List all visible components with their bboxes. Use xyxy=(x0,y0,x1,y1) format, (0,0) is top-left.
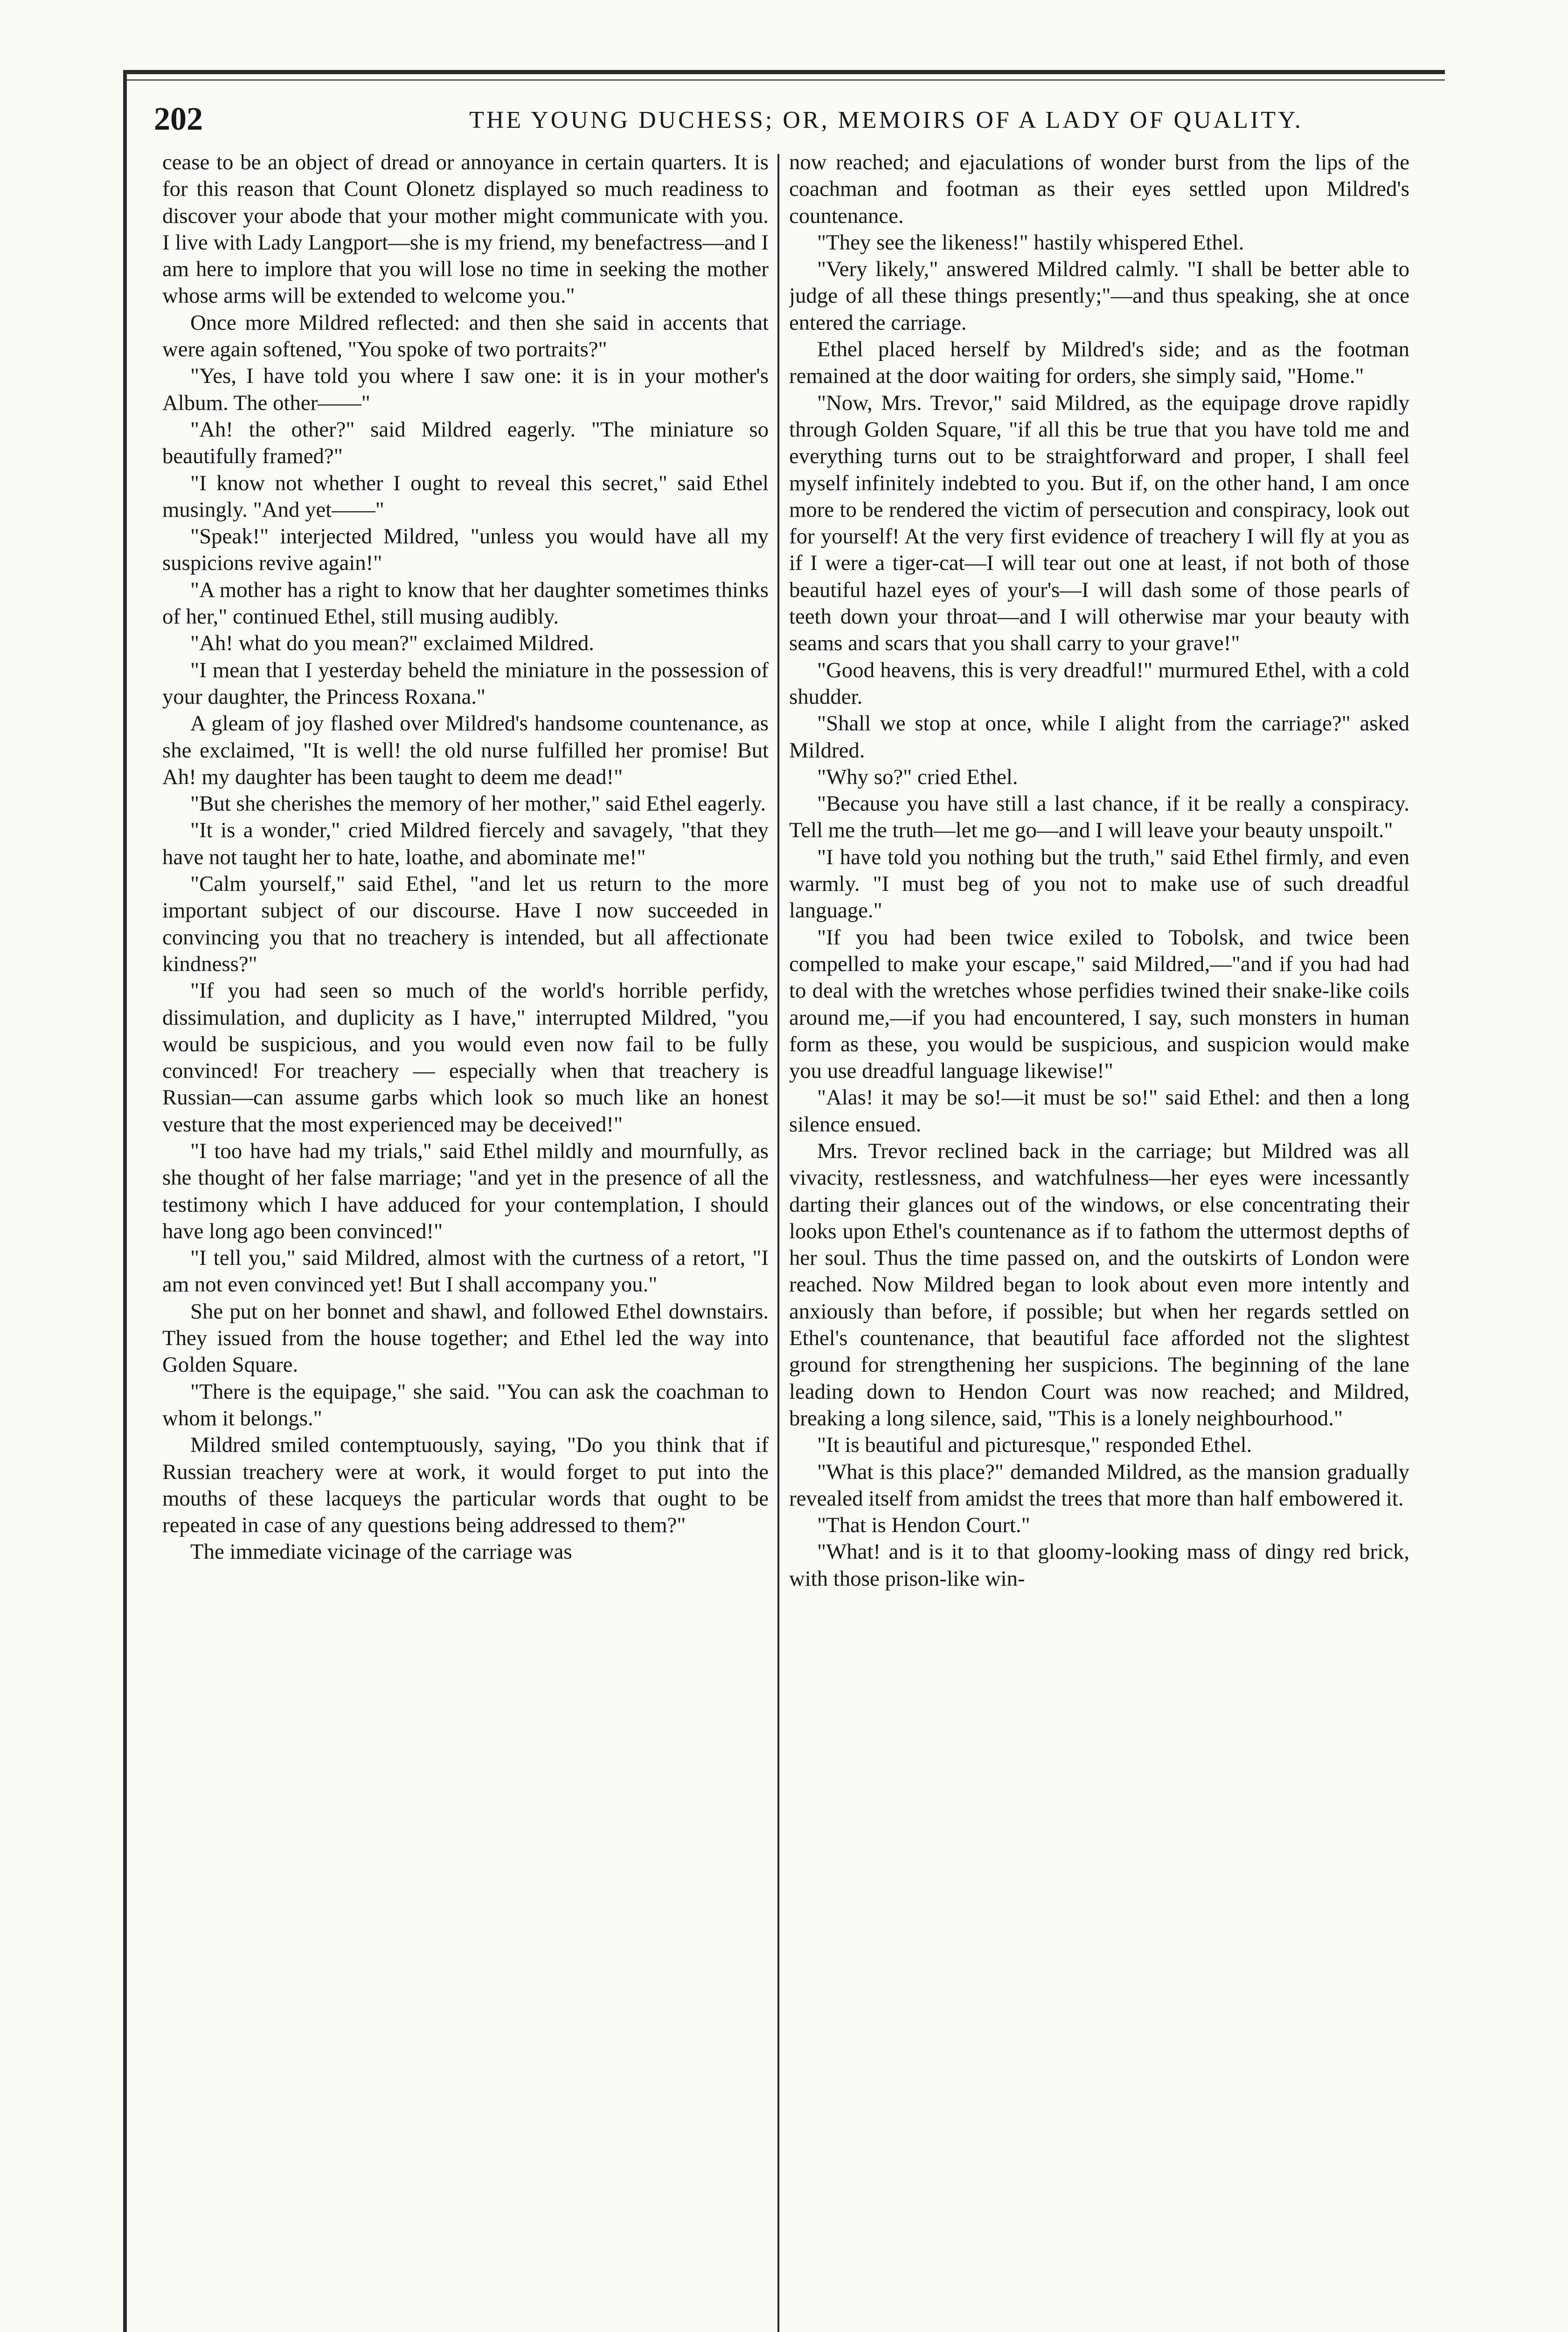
paragraph: "Speak!" interjected Mildred, "unless you would have all my suspicions revive again!" xyxy=(162,524,769,576)
paragraph: "If you had seen so much of the world's horrible perfidy, dissimulation, and duplicity as I have," interrupted Mildred, "you would be suspicious, and you would even now fail to be fully convinced! For treachery — especially when that treachery is Russian—can assume garbs which look so much like an honest vesture that the most experienced may be deceived!" xyxy=(162,979,769,1137)
paragraph: Ethel placed herself by Mildred's side; and as the footman remained at the door waiting for orders, she simply said, "Home." xyxy=(789,337,1409,389)
paragraph: "It is a wonder," cried Mildred fiercely and savagely, "that they have not taught her to hate, loathe, and abominate me!" xyxy=(162,818,769,869)
paragraph: Once more Mildred reflected: and then she said in accents that were again softened, "You spoke of two portraits?" xyxy=(162,310,769,362)
paragraph: "Now, Mrs. Trevor," said Mildred, as the equipage drove rapidly through Golden Square, "if all this be true that you have told me and everything turns out to be straightforward and proper, I shall feel myself infinitely indebted to you. But if, on the other hand, I am once more to be rendered the victim of persecution and conspiracy, look out for yourself! At the very first evidence of treachery I will fly at you as if I were a tiger-cat—I will tear out one at least, if not both of those beautiful hazel eyes of your's—I will dash some of those pearls of teeth down your throat—and I will otherwise mar your beauty with seams and scars that you shall carry to your grave!" xyxy=(789,390,1409,656)
paragraph: cease to be an object of dread or annoyance in certain quarters. It is for this reason that Count Olonetz displayed so much readiness to discover your abode that your mother might communicate with you. I live with Lady Langport—she is my friend, my benefactress—and I am here to implore that you will lose no time in seeking the mother whose arms will be extended to welcome you." xyxy=(162,150,769,308)
paragraph: "I too have had my trials," said Ethel mildly and mournfully, as she thought of her false marriage; "and yet in the presence of all the testimony which I have adduced for your contemplation, I should have long ago been convinced!" xyxy=(162,1138,769,1243)
paragraph: "Ah! the other?" said Mildred eagerly. "The miniature so beautifully framed?" xyxy=(162,417,769,469)
paragraph: "I mean that I yesterday beheld the miniature in the possession of your daughter, the Princess Roxana." xyxy=(162,658,769,709)
paragraph: "It is beautiful and picturesque," responded Ethel. xyxy=(817,1433,1252,1458)
left-border-rule xyxy=(123,70,127,2332)
paragraph: "Calm yourself," said Ethel, "and let us return to the more important subject of our discourse. Have I now succeeded in convincing you that no treachery is intended, but all affectionate kindness?" xyxy=(162,872,769,976)
text-column-left xyxy=(162,149,769,2332)
paragraph: "I have told you nothing but the truth," said Ethel firmly, and even warmly. "I must beg of you not to make use of such dreadful language." xyxy=(789,845,1409,923)
page-header xyxy=(140,96,1436,147)
paragraph: "What! and is it to that gloomy-looking mass of dingy red brick, with those prison-like win- xyxy=(789,1540,1409,1591)
paragraph: "Ah! what do you mean?" exclaimed Mildred. xyxy=(190,631,594,656)
paragraph: "What is this place?" demanded Mildred, as the mansion gradually revealed itself from amidst the trees that more than half embowered it. xyxy=(789,1459,1409,1511)
paragraph: "A mother has a right to know that her daughter sometimes thinks of her," continued Ethel, still musing audibly. xyxy=(162,577,769,629)
column-divider xyxy=(777,154,779,2332)
top-border-rule-thin xyxy=(125,79,1445,81)
paragraph: She put on her bonnet and shawl, and followed Ethel downstairs. They issued from the house together; and Ethel led the way into Golden Square. xyxy=(162,1299,769,1377)
paragraph: now reached; and ejaculations of wonder burst from the lips of the coachman and footman as their eyes settled upon Mildred's countenance. xyxy=(789,150,1409,228)
paragraph: Mildred smiled contemptuously, saying, "Do you think that if Russian treachery were at work, it would forget to put into the mouths of these lacqueys the particular words that ought to be repeated in case of any questions being addressed to them?" xyxy=(162,1433,769,1538)
paragraph: Mrs. Trevor reclined back in the carriage; but Mildred was all vivacity, restlessness, and watchfulness—her eyes were incessantly darting their glances out of the windows, or else concentrating their looks upon Ethel's countenance as if to fathom the uttermost depths of her soul. Thus the time passed on, and the outskirts of London were reached. Now Mildred began to look about even more intently and anxiously than before, if possible; but when her regards settled on Ethel's countenance, that beautiful face afforded not the slightest ground for strengthening her suspicions. The beginning of the lane leading down to Hendon Court was now reached; and Mildred, breaking a long silence, said, "This is a lonely neighbourhood." xyxy=(789,1138,1409,1430)
paragraph: "Yes, I have told you where I saw one: it is in your mother's Album. The other——" xyxy=(162,364,769,415)
paragraph: "That is Hendon Court." xyxy=(817,1513,1030,1538)
paragraph: The immediate vicinage of the carriage was xyxy=(190,1540,572,1564)
paragraph: "Because you have still a last chance, if it be really a conspiracy. Tell me the truth—let me go—and I will leave your beauty unspoilt." xyxy=(789,791,1409,843)
paragraph: "Why so?" cried Ethel. xyxy=(817,764,1018,789)
paragraph: "Shall we stop at once, while I alight from the carriage?" asked Mildred. xyxy=(789,711,1409,763)
paragraph: "Alas! it may be so!—it must be so!" said Ethel: and then a long silence ensued. xyxy=(789,1085,1409,1137)
paragraph: "Good heavens, this is very dreadful!" murmured Ethel, with a cold shudder. xyxy=(789,658,1409,709)
text-column-right xyxy=(789,149,1409,2332)
paragraph: "I know not whether I ought to reveal this secret," said Ethel musingly. "And yet——" xyxy=(162,471,769,522)
top-border-rule xyxy=(125,70,1445,74)
running-title: THE YOUNG DUCHESS; OR, MEMOIRS OF A LADY OF QUALITY. xyxy=(469,107,1303,133)
page-number: 202 xyxy=(154,101,203,137)
paragraph: "If you had been twice exiled to Tobolsk, and twice been compelled to make your escape," said Mildred,—"and if you had had to deal with the wretches whose perfidies twined their snake-like coils around me,—if you had encountered, I say, such monsters in human form as these, you would be suspicious, and suspicion would make you use dreadful language likewise!" xyxy=(789,925,1409,1083)
paragraph: "They see the likeness!" hastily whispered Ethel. xyxy=(817,230,1244,255)
paragraph: "Very likely," answered Mildred calmly. "I shall be better able to judge of all these things presently;"—and thus speaking, she at once entered the carriage. xyxy=(789,257,1409,335)
paragraph: "But she cherishes the memory of her mother," said Ethel eagerly. xyxy=(190,791,766,816)
paragraph: "I tell you," said Mildred, almost with the curtness of a retort, "I am not even convinced yet! But I shall accompany you." xyxy=(162,1246,769,1297)
paragraph: "There is the equipage," she said. "You can ask the coachman to whom it belongs." xyxy=(162,1379,769,1430)
paragraph: A gleam of joy flashed over Mildred's handsome countenance, as she exclaimed, "It is well! the old nurse fulfilled her promise! But Ah! my daughter has been taught to deem me dead!" xyxy=(162,711,769,789)
